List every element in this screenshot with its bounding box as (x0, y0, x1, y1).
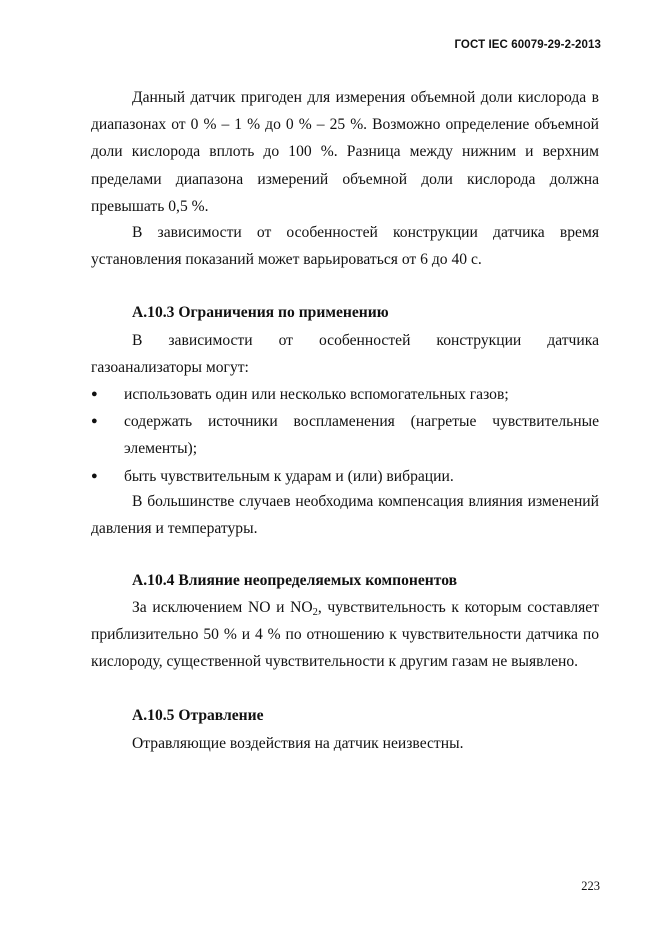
list-item-text: содержать источники воспламенения (нагретые чувствительные (124, 413, 599, 431)
text-line: кислороду, существенной чувствительности к другим газам не выявлено. (91, 653, 579, 671)
text-line: газоанализаторы могут: (91, 359, 249, 377)
text-line: превышать 0,5 %. (91, 197, 209, 215)
text-line: Отравляющие воздействия на датчик неизвестны. (132, 735, 464, 752)
section-a-10-5-text (91, 730, 599, 757)
text-line (91, 594, 599, 621)
text-line: В зависимости от особенностей конструкции датчика время (132, 224, 599, 241)
text-line: Данный датчик пригоден для измерения объемной доли кислорода в (132, 89, 599, 106)
text-line: В зависимости от особенностей конструкции датчика (132, 332, 599, 349)
text-fragment: За исключением NO и NO (132, 599, 313, 616)
section-a-10-3-intro (91, 327, 599, 381)
text-line: диапазонах от 0 % – 1 % до 0 % – 25 %. Возможно определение объемной (91, 116, 599, 134)
paragraph-oxygen-range (91, 84, 599, 220)
section-a-10-4 (91, 567, 599, 594)
list-item (91, 463, 599, 490)
bullet-list (91, 381, 599, 490)
list-item (91, 381, 599, 408)
bullet-icon: ● (91, 388, 98, 400)
section-a-10-4-text (91, 594, 599, 676)
section-heading: А.10.4 Влияние неопределяемых компонентов (132, 572, 458, 589)
section-a-10-3-closing (91, 488, 599, 542)
list-item (91, 408, 599, 462)
text-fragment: , чувствительность к которым составляет (317, 599, 600, 616)
list-item-text: элементы); (124, 440, 198, 458)
paragraph-response-time (91, 219, 599, 273)
section-a-10-3 (91, 299, 599, 326)
page-number: 223 (581, 879, 600, 893)
list-item-text: использовать один или несколько вспомогательных газов; (124, 386, 509, 403)
section-heading: А.10.3 Ограничения по применению (132, 304, 389, 321)
section-heading: А.10.5 Отравление (132, 707, 264, 724)
bullet-icon: ● (91, 415, 98, 428)
text-line: установления показаний может варьироваться от 6 до 40 с. (91, 251, 482, 269)
section-a-10-5 (91, 702, 599, 729)
text-line: пределами диапазона измерений объемной доли кислорода должна (91, 170, 599, 188)
list-item-text: быть чувствительным к ударам и (или) вибрации. (124, 467, 454, 485)
text-line: давления и температуры. (91, 520, 258, 538)
text-line: приблизительно 50 % и 4 % по отношению к чувствительности датчика по (91, 626, 599, 644)
text-line: доли кислорода вплоть до 100 %. Разница между нижним и верхним (91, 143, 599, 161)
bullet-icon: ● (91, 469, 98, 482)
subscript: 2 (312, 607, 318, 618)
text-line: В большинстве случаев необходима компенсация влияния изменений (132, 493, 599, 510)
document-code-header: ГОСТ IEC 60079-29-2-2013 (454, 39, 601, 51)
